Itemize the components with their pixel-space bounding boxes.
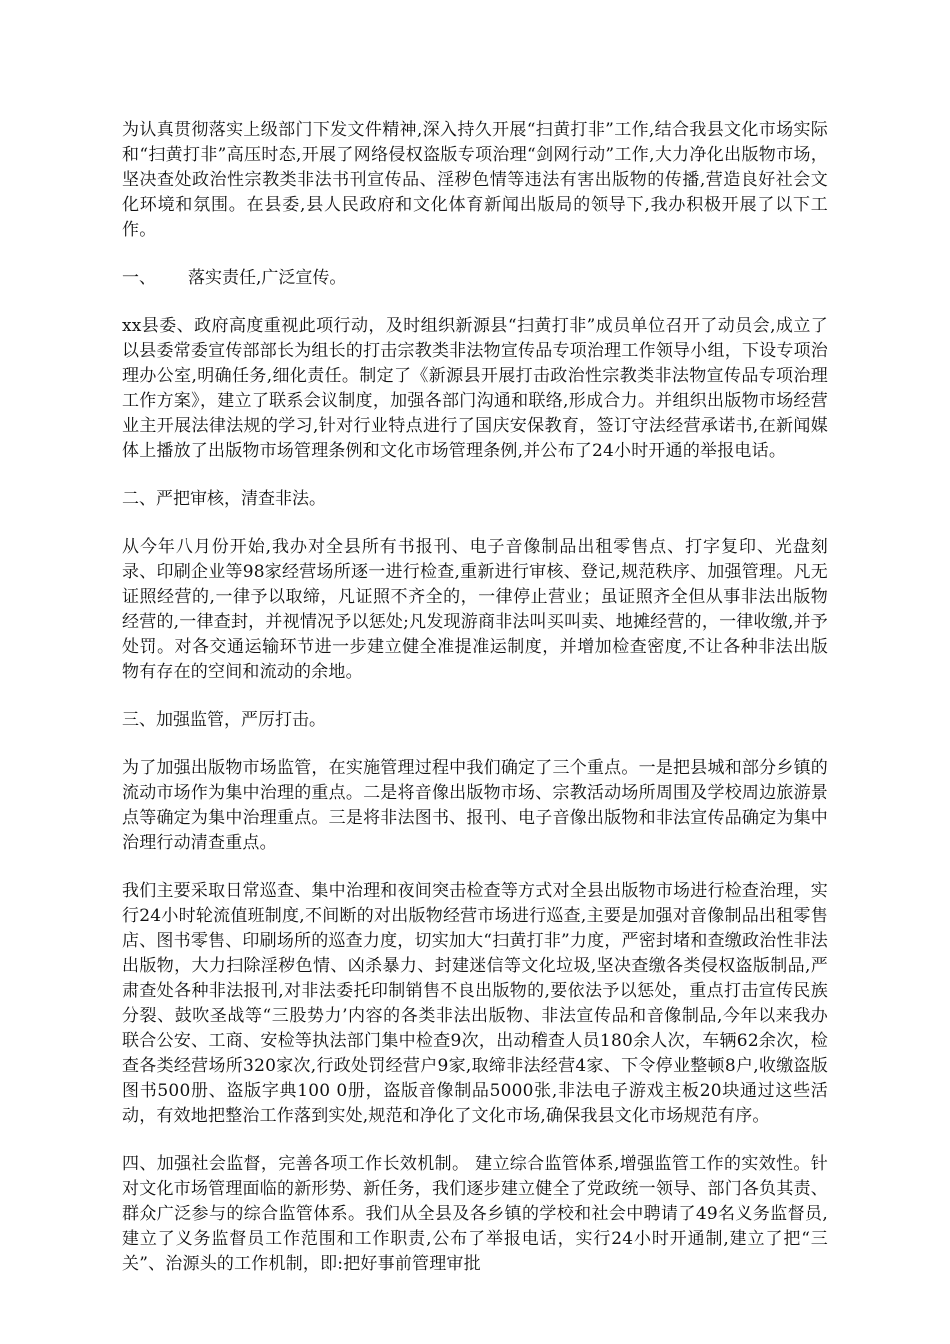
section-1-heading	[122, 266, 828, 291]
document-page	[122, 118, 828, 1300]
section-3-paragraph-1: 为了加强出版物市场监管，在实施管理过程中我们确定了三个重点。一是把县城和部分乡镇的流动市场作为集中治理的重点。二是将音像出版物市场、宗教活动场所周围及学校周边旅游景点等确定为集中治理重点。三是将非法图书、报刊、电子音像出版物和非法宣传品确定为集中治理行动清查重点。	[122, 758, 828, 853]
intro-paragraph: 为认真贯彻落实上级部门下发文件精神,深入持久开展“扫黄打非”工作,结合我县文化市场实际和“扫黄打非”高压时态,开展了网络侵权盗版专项治理“剑网行动”工作,大力净化出版物市场，坚决查处政治性宗教类非法书刊宣传品、淫秽色情等违法有害出版物的传播,营造良好社会文化环境和氛围。在县委,县人民政府和文化体育新闻出版局的领导下,我办积极开展了以下工作。	[122, 120, 828, 240]
section-3-paragraph-2: 我们主要采取日常巡查、集中治理和夜间突击检查等方式对全县出版物市场进行检查治理，实行24小时轮流值班制度,不间断的对出版物经营市场进行巡查,主要是加强对音像制品出租零售店、图书零售、印刷场所的巡查力度，切实加大“扫黄打非”力度，严密封堵和查缴政治性非法出版物，大力扫除淫秽色情、凶杀暴力、封建迷信等文化垃圾,坚决查缴各类侵权盗版制品,严肃查处各种非法报刊,对非法委托印制销售不良出版物的,要依法予以惩处，重点打击宣传民族分裂、鼓吹圣战等“三股势力’内容的各类非法出版物、非法宣传品和音像制品,今年以来我办联合公安、工商、安检等执法部门集中检查9次，出动稽查人员180余人次，车辆62余次，检查各类经营场所320家次,行政处罚经营户9家,取缔非法经营4家、下令停业整顿8户,收缴盗版图书500册、盗版字典100 0册，盗版音像制品5000张,非法电子游戏主板20块通过这些活动，有效地把整治工作落到实处,规范和净化了文化市场,确保我县文化市场规范有序。	[122, 881, 828, 1126]
section-4-paragraph: 四、加强社会监督，完善各项工作长效机制。 建立综合监管体系,增强监管工作的实效性。针对文化市场管理面临的新形势、新任务，我们逐步建立健全了党政统一领导、部门各负其责、群众广泛参与的综合监管体系。我们从全县及各乡镇的学校和社会中聘请了49名义务监督员,建立了义务监督员工作范围和工作职责,公布了举报电话，实行24小时开通制,建立了把“三关”、治源头的工作机制，即:把好事前管理审批	[122, 1154, 828, 1274]
section-2-paragraph: 从今年八月份开始,我办对全县所有书报刊、电子音像制品出租零售点、打字复印、光盘刻录、印刷企业等98家经营场所逐一进行检查,重新进行审核、登记,规范秩序、加强管理。凡无证照经营的,一律予以取缔，凡证照不齐全的，一律停止营业；虽证照齐全但从事非法出版物经营的,一律查封，并视情况予以惩处;凡发现游商非法叫买叫卖、地摊经营的，一律收缴,并予处罚。对各交通运输环节进一步建立健全准提准运制度，并增加检查密度,不让各种非法出版物有存在的空间和流动的余地。	[122, 537, 828, 682]
section-3-heading: 三、加强监管，严厉打击。	[122, 710, 326, 730]
section-1-paragraph: xx县委、政府高度重视此项行动，及时组织新源县“扫黄打非”成员单位召开了动员会,成立了以县委常委宣传部部长为组长的打击宗教类非法物宣传品专项治理工作领导小组，下设专项治理办公室,明确任务,细化责任。制定了《新源县开展打击政治性宗教类非法物宣传品专项治理工作方案》，建立了联系会议制度，加强各部门沟通和联络,形成合力。并组织出版物市场经营业主开展法律法规的学习,针对行业特点进行了国庆安保教育，签订守法经营承诺书,在新闻媒体上播放了出版物市场管理条例和文化市场管理条例,并公布了24小时开通的举报电话。	[122, 316, 828, 461]
section-1-title: 落实责任,广泛宣传。	[188, 268, 347, 288]
section-2-heading: 二、严把审核，清查非法。	[122, 489, 326, 509]
section-1-number: 一、	[122, 268, 156, 288]
